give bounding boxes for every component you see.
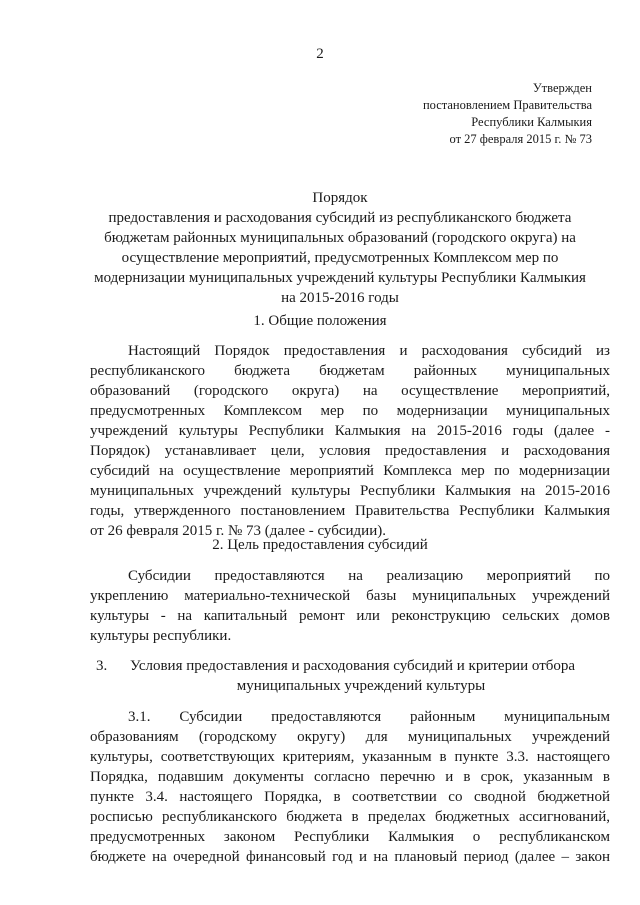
title-line: Порядок (312, 190, 368, 206)
title-line: бюджетам районных муниципальных образований (городского округа) на (104, 230, 576, 246)
paragraph-line: предусмотренных законом Республики Калмыкия о республиканском (90, 829, 610, 845)
paragraph-line: муниципальных учреждений культуры Республики Калмыкия на 2015-2016 (90, 483, 610, 499)
section-3-heading-line: Условия предоставления и расходования субсидий и критерии отбора (130, 658, 576, 674)
approval-stamp (423, 80, 592, 148)
paragraph-line: учреждений культуры Республики Калмыкия на 2015-2016 годы (далее - (90, 423, 610, 439)
section-1-paragraph (90, 341, 610, 541)
document-title (70, 188, 610, 308)
page-number: 2 (316, 46, 324, 62)
paragraph-line: культуры, соответствующих критериям, указанным в пункте 3.3. настоящего (90, 749, 610, 765)
approval-line: Утвержден (532, 81, 592, 95)
paragraph-line: культуры - на капитальный ремонт или реконструкцию сельских домов (90, 608, 610, 624)
section-1-heading: 1. Общие положения (253, 313, 387, 329)
paragraph-line: образованиям (городскому округу) для муниципальных учреждений (90, 729, 610, 745)
paragraph-line: культуры республики. (90, 628, 232, 644)
section-2-paragraph (90, 566, 610, 646)
approval-line: от 27 февраля 2015 г. № 73 (449, 132, 592, 146)
paragraph-line: укреплению материально-технической базы муниципальных учреждений (90, 588, 610, 604)
paragraph-line: республиканского бюджета бюджетам районных муниципальных (90, 363, 610, 379)
paragraph-line: Субсидии предоставляются на реализацию мероприятий по (128, 568, 610, 584)
paragraph-line: бюджете на очередной финансовый год и на плановый период (далее – закон (90, 849, 610, 865)
paragraph-line: образований (городского округа) на осуществление мероприятий, (90, 383, 610, 399)
paragraph-line: предусмотренных Комплексом мер по модернизации муниципальных (90, 403, 610, 419)
title-line: на 2015-2016 годы (281, 290, 399, 306)
paragraph-line: Порядок) устанавливает цели, условия предоставления и расходования (90, 443, 610, 459)
paragraph-line: субсидий на осуществление мероприятий Комплекса мер по модернизации (90, 463, 610, 479)
approval-line: Республики Калмыкия (471, 115, 592, 129)
title-line: предоставления и расходования субсидий из республиканского бюджета (108, 210, 572, 226)
section-3-heading (96, 656, 616, 696)
paragraph-line: от 26 февраля 2015 г. № 73 (далее - субсидии). (90, 523, 386, 539)
approval-line: постановлением Правительства (422, 98, 592, 112)
paragraph-line: Настоящий Порядок предоставления и расходования субсидий из (128, 343, 610, 359)
section-3-paragraph (90, 707, 610, 867)
paragraph-line: годы, утвержденного постановлением Правительства Республики Калмыкия (90, 503, 610, 519)
section-3-heading-line: муниципальных учреждений культуры (236, 678, 486, 694)
paragraph-line: Порядка, подавшим документы согласно перечню и в срок, указанным в (90, 769, 610, 785)
title-line: осуществление мероприятий, предусмотренных Комплексом мер по (121, 250, 559, 266)
section-3-number: 3. (96, 658, 108, 674)
paragraph-line: пункте 3.4. настоящего Порядка, в соответствии со сводной бюджетной (90, 789, 610, 805)
paragraph-line: 3.1. Субсидии предоставляются районным муниципальным (128, 709, 610, 725)
section-2-heading: 2. Цель предоставления субсидий (212, 537, 428, 553)
paragraph-line: росписью республиканского бюджета в пределах бюджетных ассигнований, (90, 809, 610, 825)
title-line: модернизации муниципальных учреждений культуры Республики Калмыкия (94, 270, 586, 286)
